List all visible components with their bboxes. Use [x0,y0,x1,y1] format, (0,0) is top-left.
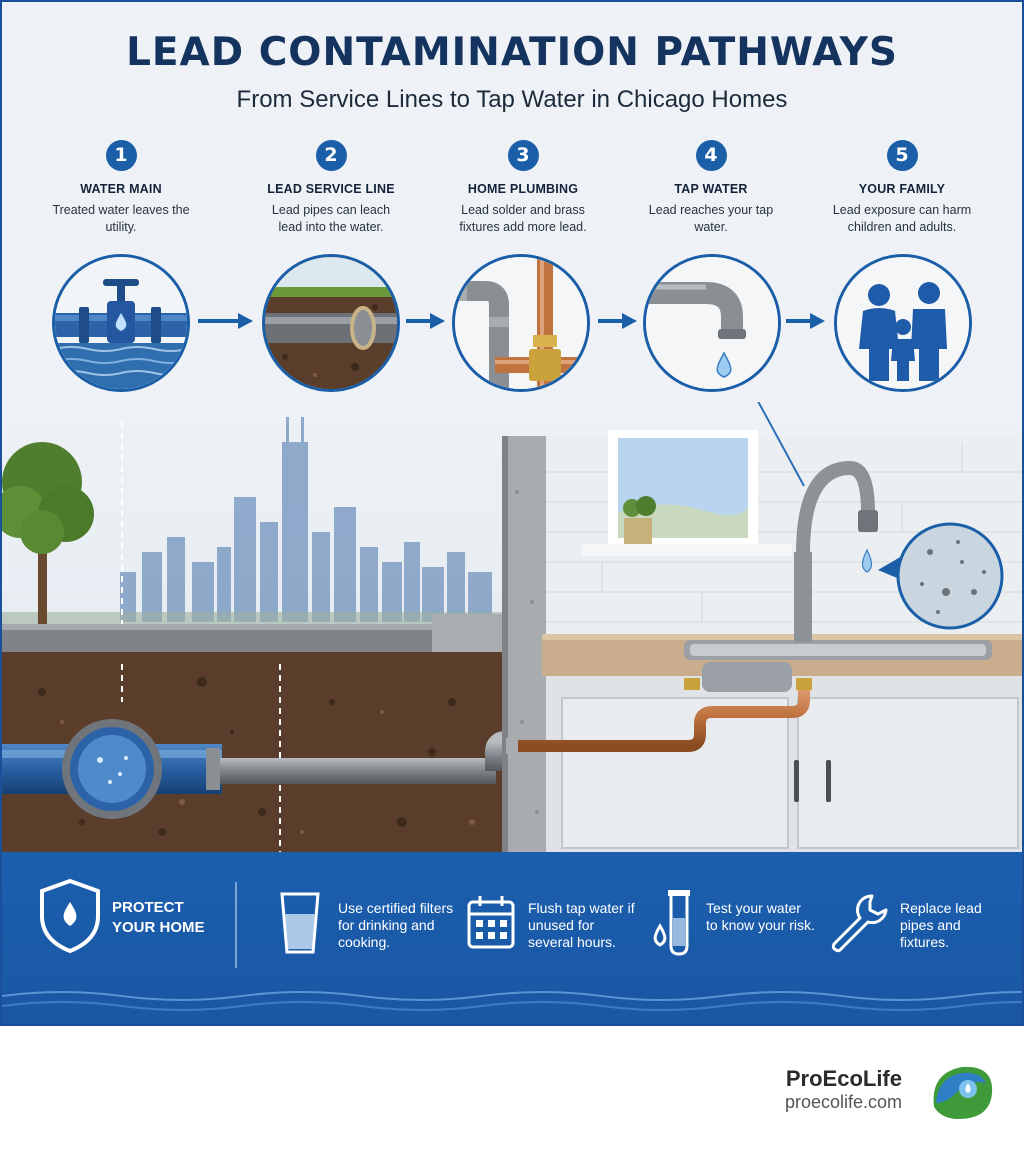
arrow-right-icon [598,312,638,335]
step-title: LEAD SERVICE LINE [267,182,395,196]
protect-heading: PROTECT YOUR HOME [112,899,205,936]
water-main-valve-icon [52,254,190,392]
arrow-right-icon [406,312,446,335]
wrench-icon [828,892,890,954]
wave-decoration [2,980,1022,1020]
step-lead-service-line [246,140,416,236]
arrow-right-icon [198,312,254,335]
lead-pipe-underground-icon [262,254,400,392]
family-icon [834,254,972,392]
page-title: LEAD CONTAMINATION PATHWAYS [126,30,898,75]
tip-filters: Use certified filters for drinking and cooking. [338,900,454,950]
step-title: TAP WATER [674,182,748,196]
step-description: Lead reaches your tap water. [648,203,774,234]
divider [235,882,237,968]
shield-drop-icon [38,878,102,954]
calendar-icon [466,894,516,950]
step-description: Treated water leaves the utility. [52,203,190,234]
arrow-right-icon [786,312,826,335]
step-number: 1 [106,140,137,171]
step-water-main [36,140,206,236]
step-title: YOUR FAMILY [858,182,946,196]
step-title: HOME PLUMBING [467,182,579,196]
magnified-water-icon [898,524,1002,628]
tip-flush: Flush tap water if unused for several hours. [528,900,635,950]
protect-your-home-panel [2,852,1022,1026]
step-home-plumbing [438,140,608,236]
brand-name: ProEcoLife [785,1066,902,1091]
step-number: 3 [508,140,539,171]
step-tap-water [626,140,796,236]
step-description: Lead pipes can leach lead into the water. [271,203,391,234]
step-your-family [817,140,987,236]
brand-url[interactable]: proecolife.com [784,1092,902,1112]
page-subtitle: From Service Lines to Tap Water in Chicago Homes [236,86,788,113]
step-number: 4 [696,140,727,171]
step-number: 2 [316,140,347,171]
proecolife-logo-icon [928,1063,996,1123]
copper-brass-fittings-icon [452,254,590,392]
test-tube-icon [652,888,694,958]
water-glass-icon [278,890,322,956]
step-title: WATER MAIN [80,182,162,196]
step-number: 5 [887,140,918,171]
step-description: Lead solder and brass fixtures add more lead. [459,203,587,234]
step-description: Lead exposure can harm children and adults. [832,203,972,234]
faucet-drip-icon [643,254,781,392]
cross-section-scene [2,402,1022,852]
tip-replace: Replace lead pipes and fixtures. [900,900,982,950]
tip-test: Test your water to know your risk. [706,900,815,933]
